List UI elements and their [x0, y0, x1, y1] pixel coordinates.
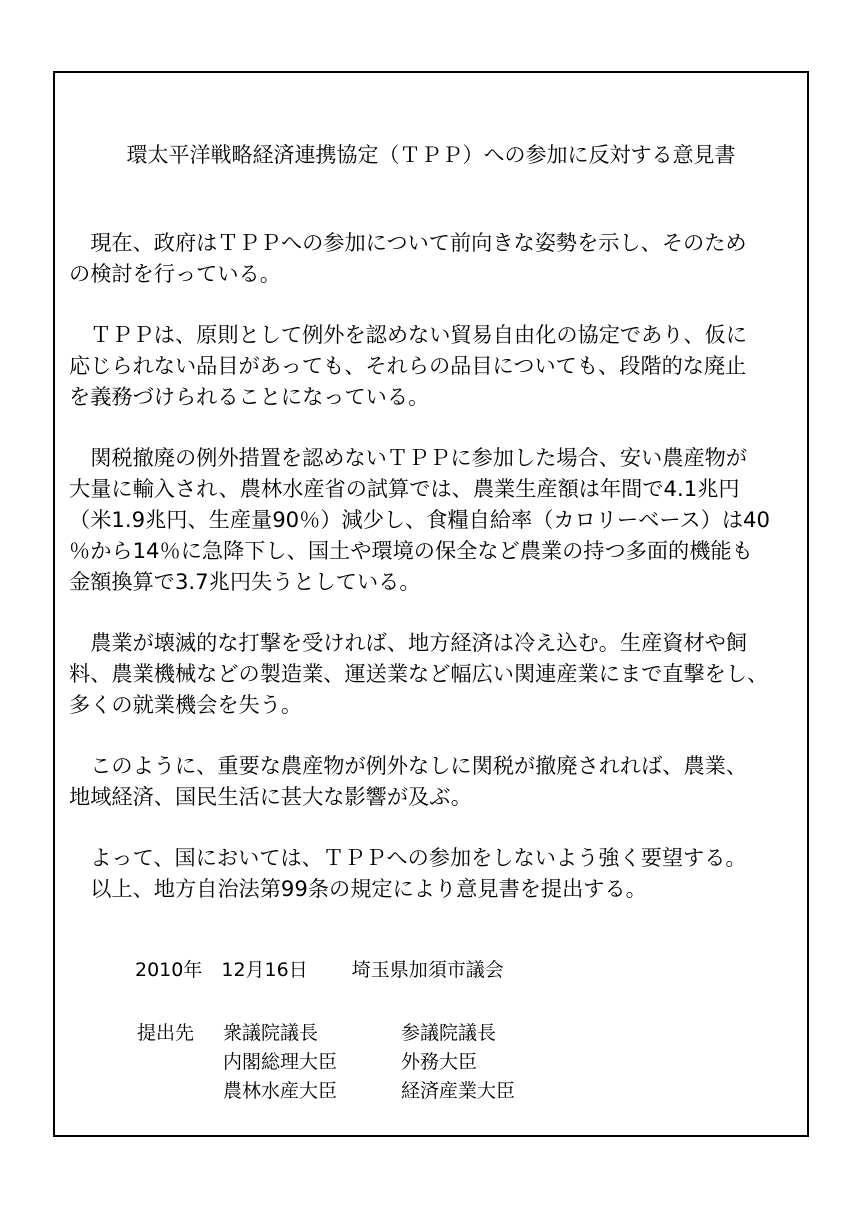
recipient: 内閣総理大臣	[223, 1051, 338, 1073]
paragraph-line: 応じられない品目があっても、それらの品目についても、段階的な廃止	[69, 353, 747, 378]
paragraph-line: 地域経済、国民生活に甚大な影響が及ぶ。	[69, 784, 472, 809]
recipient: 経済産業大臣	[401, 1080, 516, 1102]
recipients-label: 提出先	[137, 1022, 195, 1044]
paragraph-regional-economy	[69, 627, 795, 720]
paragraph-line: ＴＰＰは、原則として例外を認めない貿易自由化の協定であり、仮に	[69, 322, 748, 347]
recipient: 農林水産大臣	[223, 1080, 338, 1102]
paragraph-line: の検討を行っている。	[69, 261, 281, 286]
paragraph-tariff-impact	[69, 442, 795, 597]
paragraph-line: 関税撤廃の例外措置を認めないＴＰＰに参加した場合、安い農産物が	[69, 445, 748, 470]
paragraph-line: 金額換算で3.7兆円失うとしている。	[69, 569, 421, 594]
paragraph-line: 農業が壊滅的な打撃を受ければ、地方経済は冷え込む。生産資材や飼	[69, 630, 748, 655]
paragraph-line: を義務づけられることになっている。	[69, 384, 430, 409]
paragraph-line: 以上、地方自治法第99条の規定により意見書を提出する。	[69, 876, 647, 901]
paragraph-line: よって、国においては、ＴＰＰへの参加をしないよう強く要望する。	[69, 845, 747, 870]
paragraph-line: 大量に輸入され、農林水産省の試算では、農業生産額は年間で4.1兆円	[69, 476, 740, 501]
document-frame	[53, 71, 809, 1137]
paragraph-line: このように、重要な農産物が例外なしに関税が撤廃されれば、農業、	[69, 753, 748, 778]
recipient: 参議院議長	[401, 1022, 497, 1044]
council-name: 埼玉県加須市議会	[351, 959, 504, 981]
paragraph-line: 現在、政府はＴＰＰへの参加について前向きな姿勢を示し、そのため	[69, 230, 747, 255]
submission-date: 2010年 12月16日	[135, 959, 308, 981]
recipient: 外務大臣	[401, 1051, 478, 1073]
paragraph-line: 多くの就業機会を失う。	[69, 692, 303, 717]
paragraph-request	[69, 842, 795, 904]
paragraph-summary	[69, 750, 795, 812]
document-title: 環太平洋戦略経済連携協定（ＴＰＰ）への参加に反対する意見書	[126, 143, 736, 167]
paragraph-line: （米1.9兆円、生産量90％）減少し、食糧自給率（カロリーベース）は40	[69, 507, 770, 532]
recipients-column-2	[401, 1019, 515, 1106]
recipients-column-1	[223, 1019, 337, 1106]
date-line	[135, 957, 504, 983]
paragraph-line: ％から14％に急降下し、国土や環境の保全など農業の持つ多面的機能も	[69, 538, 753, 563]
paragraph-government-stance	[69, 227, 795, 289]
paragraph-tpp-principle	[69, 319, 795, 412]
paragraph-line: 料、農業機械などの製造業、運送業など幅広い関連産業にまで直撃をし、	[69, 661, 769, 686]
document-body	[69, 227, 795, 904]
recipient: 衆議院議長	[223, 1022, 319, 1044]
